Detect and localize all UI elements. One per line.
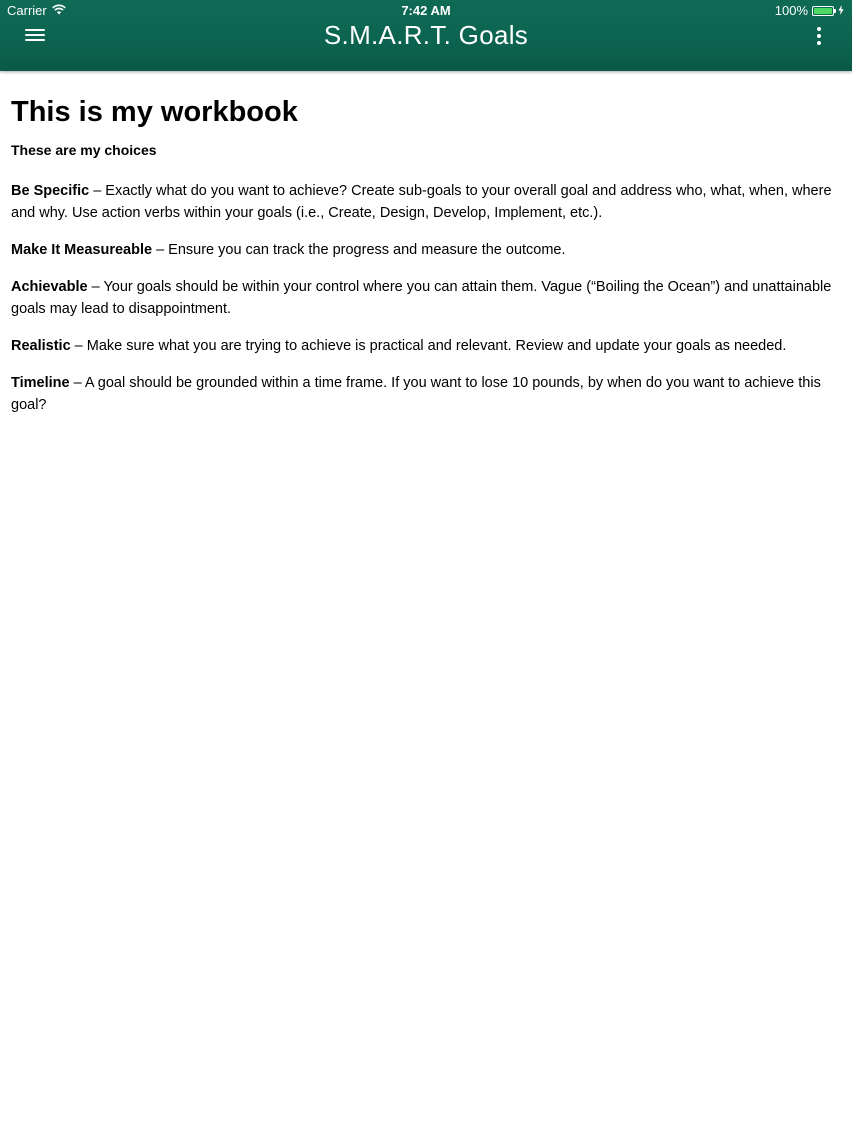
carrier-label: Carrier — [7, 3, 47, 18]
battery-icon — [812, 6, 834, 16]
goal-item-realistic — [11, 335, 833, 357]
charging-bolt-icon — [838, 3, 844, 18]
goal-term: Make It Measureable — [11, 242, 153, 258]
page-subtitle: These are my choices — [11, 142, 157, 158]
goal-item-timeline — [11, 372, 833, 416]
page-title: This is my workbook — [11, 96, 298, 128]
app-title: S.M.A.R.T. Goals — [323, 20, 529, 50]
goal-description: – Ensure you can track the progress and measure the outcome. — [152, 242, 566, 258]
goal-description: – Your goals should be within your control where you can attain them. Vague (“Boiling the Ocean”) and unattainable goals may lead to disappointment. — [11, 279, 832, 317]
app-header — [0, 0, 852, 71]
goal-item-specific — [11, 180, 833, 224]
goal-item-measureable — [11, 239, 833, 261]
goal-description: – Make sure what you are trying to achieve is practical and relevant. Review and update your goals as needed. — [70, 338, 787, 354]
goal-item-achievable — [11, 276, 833, 320]
status-battery — [775, 3, 844, 18]
status-bar — [0, 0, 852, 22]
workbook-content — [11, 94, 833, 416]
goal-description: – A goal should be grounded within a time frame. If you want to lose 10 pounds, by when do you want to achieve this goal? — [11, 375, 821, 413]
goal-term: Achievable — [11, 279, 88, 295]
goal-term: Be Specific — [11, 183, 90, 199]
goal-term: Realistic — [11, 338, 71, 354]
more-vertical-icon[interactable] — [814, 24, 824, 48]
goal-description: – Exactly what do you want to achieve? Create sub-goals to your overall goal and address who, what, when, where and why. Use action verbs within your goals (i.e., Create, Design, Develop, Implement, etc.). — [11, 183, 832, 221]
battery-percent: 100% — [774, 3, 808, 18]
status-time: 7:42 AM — [401, 3, 451, 18]
goal-term: Timeline — [11, 375, 70, 391]
